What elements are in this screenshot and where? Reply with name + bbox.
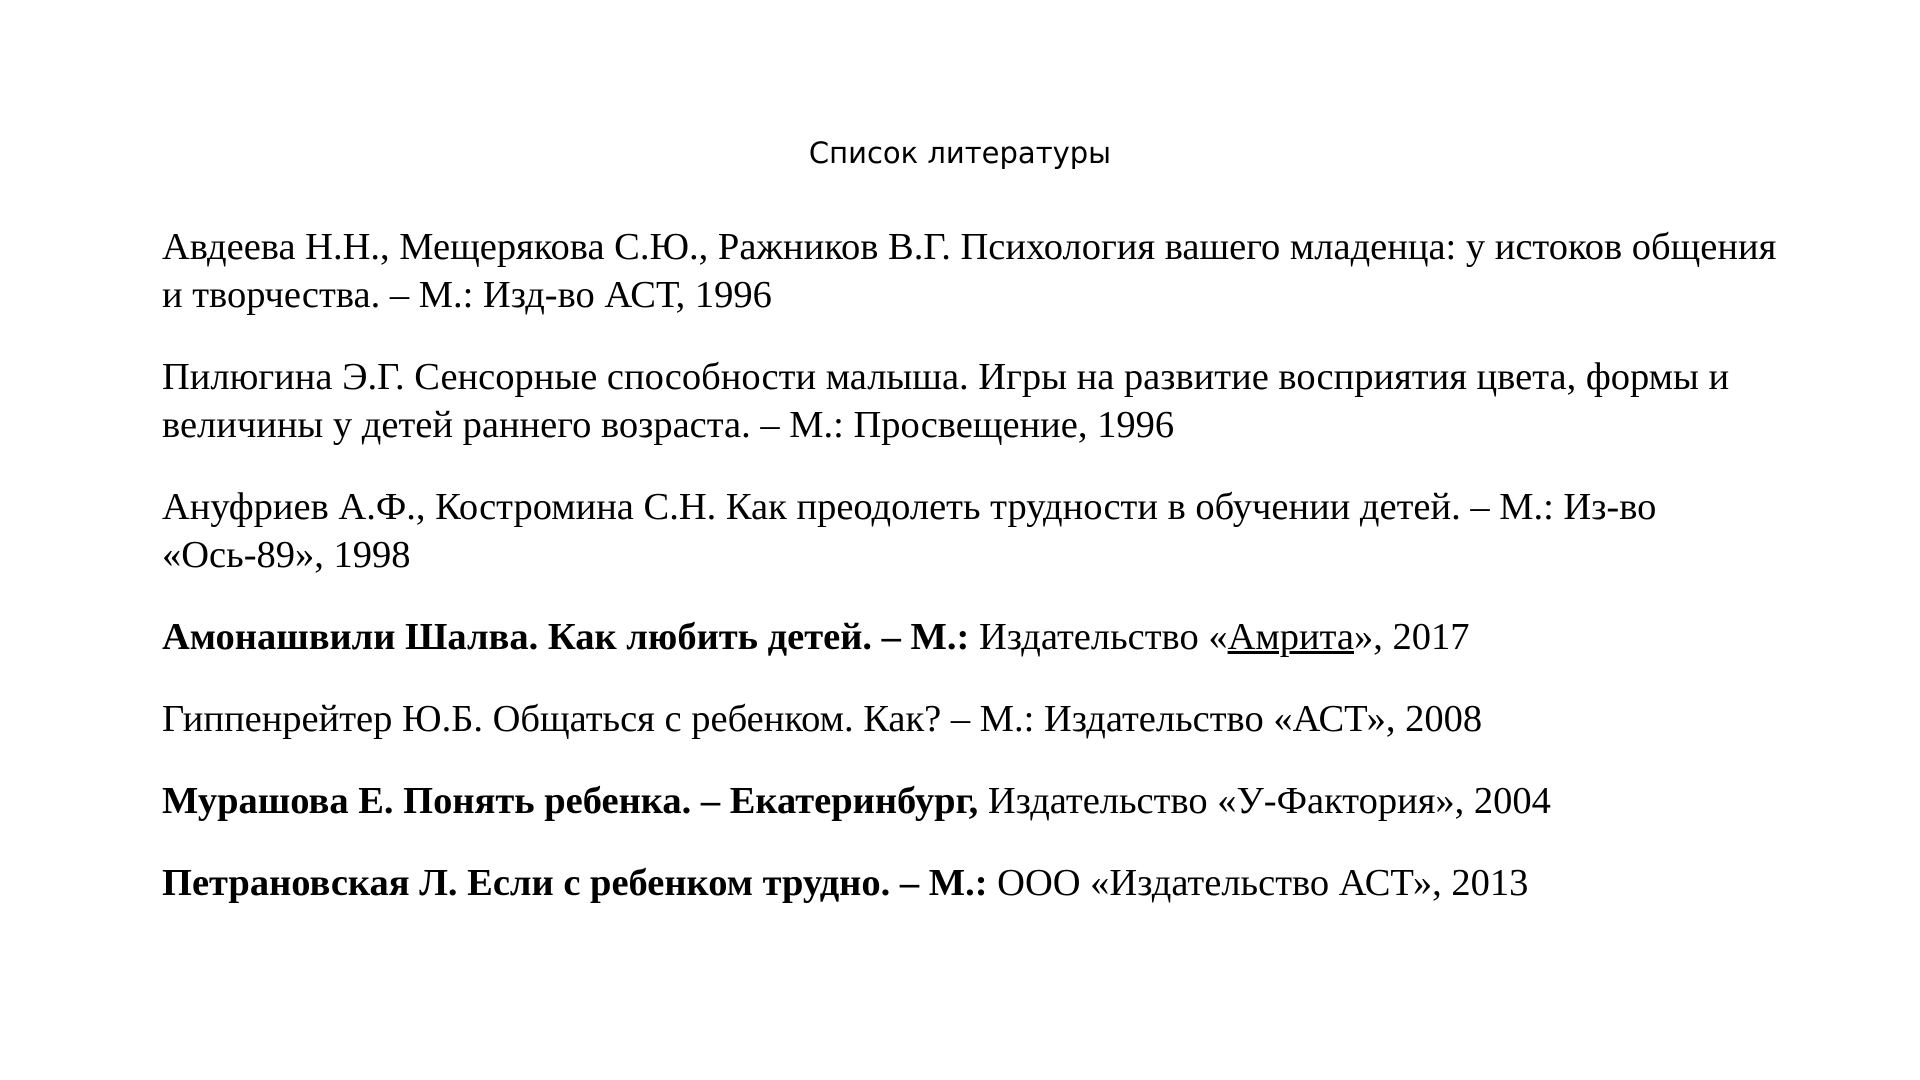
reference-item: Ануфриев А.Ф., Костромина С.Н. Как преодолеть трудности в обучении детей. – М.: Из-во «Ось-89», 1998 (162, 486, 1657, 576)
reference-publisher-prefix: Издательство « (969, 616, 1228, 658)
publisher-link[interactable]: Амрита (1227, 616, 1354, 658)
reference-publisher-suffix: », 2017 (1354, 616, 1470, 658)
reference-item (162, 859, 1802, 907)
reference-item (162, 613, 1802, 661)
reference-list (162, 223, 1802, 907)
reference-bold-part: Петрановская Л. Если с ребенком трудно. – М.: (162, 862, 988, 904)
reference-item (162, 777, 1802, 825)
reference-bold-part: Мурашова Е. Понять ребенка. – Екатеринбург, (162, 780, 979, 822)
reference-publisher: ООО «Издательство АСТ», 2013 (987, 862, 1529, 904)
reference-item: Гиппенрейтер Ю.Б. Общаться с ребенком. Как? – М.: Издательство «АСТ», 2008 (162, 698, 1483, 740)
reference-publisher: Издательство «У-Фактория», 2004 (978, 780, 1551, 822)
reference-item: Пилюгина Э.Г. Сенсорные способности малыша. Игры на развитие восприятия цвета, формы и величины у детей раннего возраста. – М.: Просвещение, 1996 (162, 356, 1730, 446)
page-title: Список литературы (808, 136, 1112, 170)
reference-bold-part: Амонашвили Шалва. Как любить детей. – М.: (162, 616, 970, 658)
reference-item: Авдеева Н.Н., Мещерякова С.Ю., Ражников В.Г. Психология вашего младенца: у истоков общения и творчества. – М.: Изд-во АСТ, 1996 (162, 226, 1777, 316)
